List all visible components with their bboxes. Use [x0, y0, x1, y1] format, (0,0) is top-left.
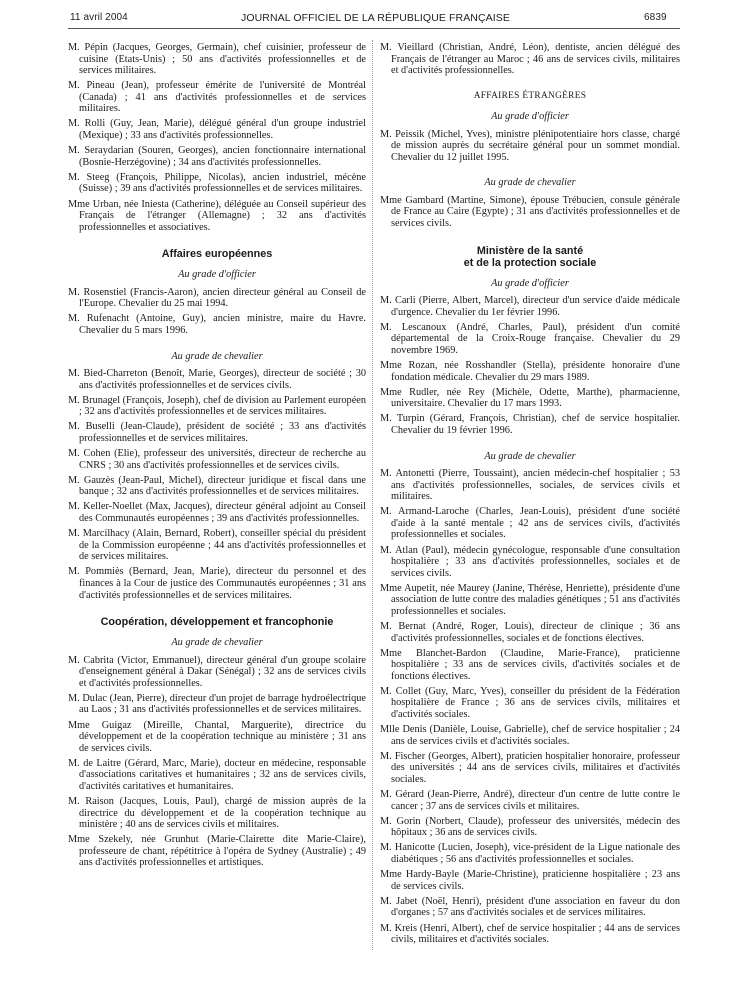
list-item: M. Fischer (Georges, Albert), praticien hospitalier honoraire, professeur des universités ; 44 ans de services civils, militaires et d'activités sociales.	[380, 750, 680, 785]
list-item: M. Raison (Jacques, Louis, Paul), chargé de mission auprès de la directrice du développement et de la coopération technique au ministère ; 40 ans de services civils et militaires.	[68, 795, 366, 831]
list-item: M. Carli (Pierre, Albert, Marcel), directeur d'un service d'aide médicale d'urgence. Chevalier du 1er février 1996.	[380, 295, 680, 318]
issue-date: 11 avril 2004	[70, 12, 128, 23]
list-item: M. Lescanoux (André, Charles, Paul), président d'un comité départemental de la Croix-Rouge française. Chevalier du 29 novembre 1969.	[380, 321, 680, 356]
grade-heading-officier: Au grade d'officier	[491, 111, 569, 123]
list-item: Mme Rudler, née Rey (Michèle, Odette, Marthe), pharmacienne, universitaire. Chevalier du 17 mars 1993.	[380, 386, 680, 410]
right-column	[380, 42, 680, 949]
list-item: Mme Guigaz (Mireille, Chantal, Marguerite), directrice du développement et de la coopération technique au ministère ; 31 ans de services civils.	[68, 719, 366, 754]
column-divider	[372, 40, 373, 950]
list-item: M. Bernat (André, Roger, Louis), directeur de clinique ; 36 ans d'activités professionnelles, sociales et de fonctions électives.	[380, 620, 680, 644]
list-item: M. Pineau (Jean), professeur émérite de l'université de Montréal (Canada) ; 41 ans d'activités professionnelles et de services militaires.	[68, 80, 366, 115]
grade-heading-chevalier: Au grade de chevalier	[171, 637, 263, 649]
grade-heading-chevalier: Au grade de chevalier	[484, 450, 576, 462]
list-item: Mme Gambard (Martine, Simone), épouse Trébucien, consule générale de France au Caire (Egypte) ; 31 ans d'activités professionnelles et de services civils.	[380, 194, 680, 230]
grade-heading-chevalier: Au grade de chevalier	[484, 177, 576, 189]
list-item: M. Rolli (Guy, Jean, Marie), délégué général d'un groupe industriel (Mexique) ; 33 ans d'activités professionnelles.	[68, 118, 366, 142]
list-item: M. Jabet (Noël, Henri), président d'une association en faveur du don d'organes ; 57 ans d'activités sociales et de services militaires.	[380, 895, 680, 919]
list-item: M. Rufenacht (Antoine, Guy), ancien ministre, maire du Havre. Chevalier du 5 mars 1996.	[68, 313, 366, 336]
list-item: M. Rosenstiel (Francis-Aaron), ancien directeur général au Conseil de l'Europe. Chevalier du 25 mai 1994.	[68, 286, 366, 310]
list-item: M. Gauzès (Jean-Paul, Michel), directeur juridique et fiscal dans une banque ; 32 ans d'activités professionnelles et de services militaires.	[68, 474, 366, 498]
list-item: M. Steeg (François, Philippe, Nicolas), ancien industriel, mécène (Suisse) ; 39 ans d'activités professionnelles et de services militaires.	[68, 171, 366, 195]
list-item: M. Bied-Charreton (Benoît, Marie, Georges), directeur de société ; 30 ans d'activités professionnelles et de services civils.	[68, 368, 366, 391]
journal-title: JOURNAL OFFICIEL DE LA RÉPUBLIQUE FRANÇAISE	[241, 12, 510, 24]
list-item: M. Seraydarian (Souren, Georges), ancien fonctionnaire international (Bosnie-Herzégovine) ; 34 ans d'activités professionnelles.	[68, 145, 366, 168]
section-title-line: et de la protection sociale	[463, 256, 597, 269]
list-item: M. Antonetti (Pierre, Toussaint), ancien médecin-chef hospitalier ; 53 ans d'activités professionnelles, sociales, de services civils et militaires.	[380, 468, 680, 503]
left-column	[68, 42, 366, 872]
header-rule	[68, 28, 680, 29]
list-item: M. Keller-Noellet (Max, Jacques), directeur général adjoint au Conseil des Communautés européennes ; 39 ans d'activités professionnelles.	[68, 501, 366, 525]
list-item: M. Pommiès (Bernard, Jean, Marie), directeur du personnel et des finances à la Cour de justice des Communautés européennes ; 31 ans d'activités professionnelles et de services militaires.	[68, 566, 366, 601]
list-item: M. Turpin (Gérard, François, Christian), chef de service hospitalier. Chevalier du 19 février 1996.	[380, 413, 680, 436]
page-number: 6839	[644, 12, 667, 23]
list-item: M. Atlan (Paul), médecin gynécologue, responsable d'une consultation hospitalière ; 33 ans d'activités professionnelles, sociales et de services civils.	[380, 544, 680, 579]
list-item: Mme Rozan, née Rosshandler (Stella), présidente honoraire d'une fondation médicale. Chevalier du 29 mars 1989.	[380, 360, 680, 383]
list-item: M. Hanicotte (Lucien, Joseph), vice-président de la Ligue nationale des diabétiques ; 56 ans d'activités professionnelles et sociales.	[380, 842, 680, 865]
list-item: Mme Szekely, née Grunhut (Marie-Clairette dite Marie-Claire), professeure de chant, répétitrice à l'opéra de Sydney (Australie) ; 49 ans d'activités professionnelles et artistiques.	[68, 834, 366, 869]
intro-list	[68, 42, 366, 233]
list-item: M. Vieillard (Christian, André, Léon), dentiste, ancien délégué des Français de l'étranger au Maroc ; 46 ans de services civils, militaires et d'activités professionnelles.	[380, 42, 680, 77]
list-item: M. Gorin (Norbert, Claude), professeur des universités, médecin des hôpitaux ; 36 ans de services civils.	[380, 815, 680, 839]
list-item: M. Kreis (Henri, Albert), chef de service hospitalier ; 44 ans de services civils, militaires et d'activités sociales.	[380, 922, 680, 946]
list-item: Mme Urban, née Iniesta (Catherine), déléguée au Conseil supérieur des Français de l'étranger (Allemagne) ; 32 ans d'activités professionnelles et associatives.	[68, 198, 366, 233]
section-title-affaires-europeennes: Affaires européennes	[161, 248, 273, 261]
list-item: M. de Laitre (Gérard, Marc, Marie), docteur en médecine, responsable d'associations caritatives et humanitaires ; 32 ans de services civils, d'activités caritatives et humanitaires.	[68, 757, 366, 792]
grade-heading-officier: Au grade d'officier	[491, 277, 569, 289]
list-item: Mme Blanchet-Bardon (Claudine, Marie-France), praticienne hospitalière ; 33 ans de services civils, d'activités sociales et de fonctions électives.	[380, 647, 680, 682]
list-item: M. Cabrita (Victor, Emmanuel), directeur général d'un groupe scolaire d'enseignement général à Dakar (Sénégal) ; 32 ans de services civils et d'activités professionnelles.	[68, 654, 366, 689]
list-item: M. Brunagel (François, Joseph), chef de division au Parlement européen ; 32 ans d'activités professionnelles et de services militaires.	[68, 394, 366, 418]
section-title-affaires-etrangeres: AFFAIRES ÉTRANGÈRES	[473, 90, 587, 101]
list-item: Mme Aupetit, née Maurey (Janine, Thérèse, Henriette), présidente d'une association de lutte contre des maladies génétiques ; 51 ans d'activités professionnelles et sociales.	[380, 582, 680, 617]
list-item: Mme Hardy-Bayle (Marie-Christine), praticienne hospitalière ; 23 ans de services civils.	[380, 869, 680, 892]
list-item: M. Collet (Guy, Marc, Yves), conseiller du président de la Fédération hospitalière de France ; 36 ans de services civils, militaires et d'activités sociales.	[380, 685, 680, 720]
list-item: M. Pépin (Jacques, Georges, Germain), chef cuisinier, professeur de cuisine (Etats-Unis) ; 50 ans d'activités professionnelles et de services militaires.	[68, 42, 366, 77]
grade-heading-chevalier: Au grade de chevalier	[171, 350, 263, 362]
list-item: M. Buselli (Jean-Claude), président de société ; 33 ans d'activités professionnelles et de services militaires.	[68, 421, 366, 444]
list-item: M. Peissik (Michel, Yves), ministre plénipotentiaire hors classe, chargé de mission auprès du secrétaire général pour un sommet mondial. Chevalier du 12 juillet 1995.	[380, 128, 680, 163]
list-item: Mlle Denis (Danièle, Louise, Gabrielle), chef de service hospitalier ; 24 ans de services civils et d'activités sociales.	[380, 724, 680, 747]
list-item: M. Armand-Laroche (Charles, Jean-Louis), président d'une société d'aide à la santé mentale ; 42 ans de services civils, d'activités professionnelles et sociales.	[380, 506, 680, 541]
grade-heading-officier: Au grade d'officier	[178, 269, 256, 281]
section-title-sante	[380, 245, 680, 269]
section-title-cooperation: Coopération, développement et francophonie	[100, 616, 334, 629]
section-title-line: Ministère de la santé	[476, 244, 584, 257]
list-item: M. Dulac (Jean, Pierre), directeur d'un projet de barrage hydroélectrique au Laos ; 31 ans d'activités professionnelles et de services militaires.	[68, 692, 366, 716]
list-item: M. Marcilhacy (Alain, Bernard, Robert), conseiller spécial du président de la Commission européenne ; 44 ans d'activités professionnelles et de services militaires.	[68, 528, 366, 563]
list-item: M. Cohen (Elie), professeur des universités, directeur de recherche au CNRS ; 30 ans d'activités professionnelles et de services civils.	[68, 448, 366, 471]
list-item: M. Gérard (Jean-Pierre, André), directeur d'un centre de lutte contre le cancer ; 37 ans de services civils et militaires.	[380, 789, 680, 812]
